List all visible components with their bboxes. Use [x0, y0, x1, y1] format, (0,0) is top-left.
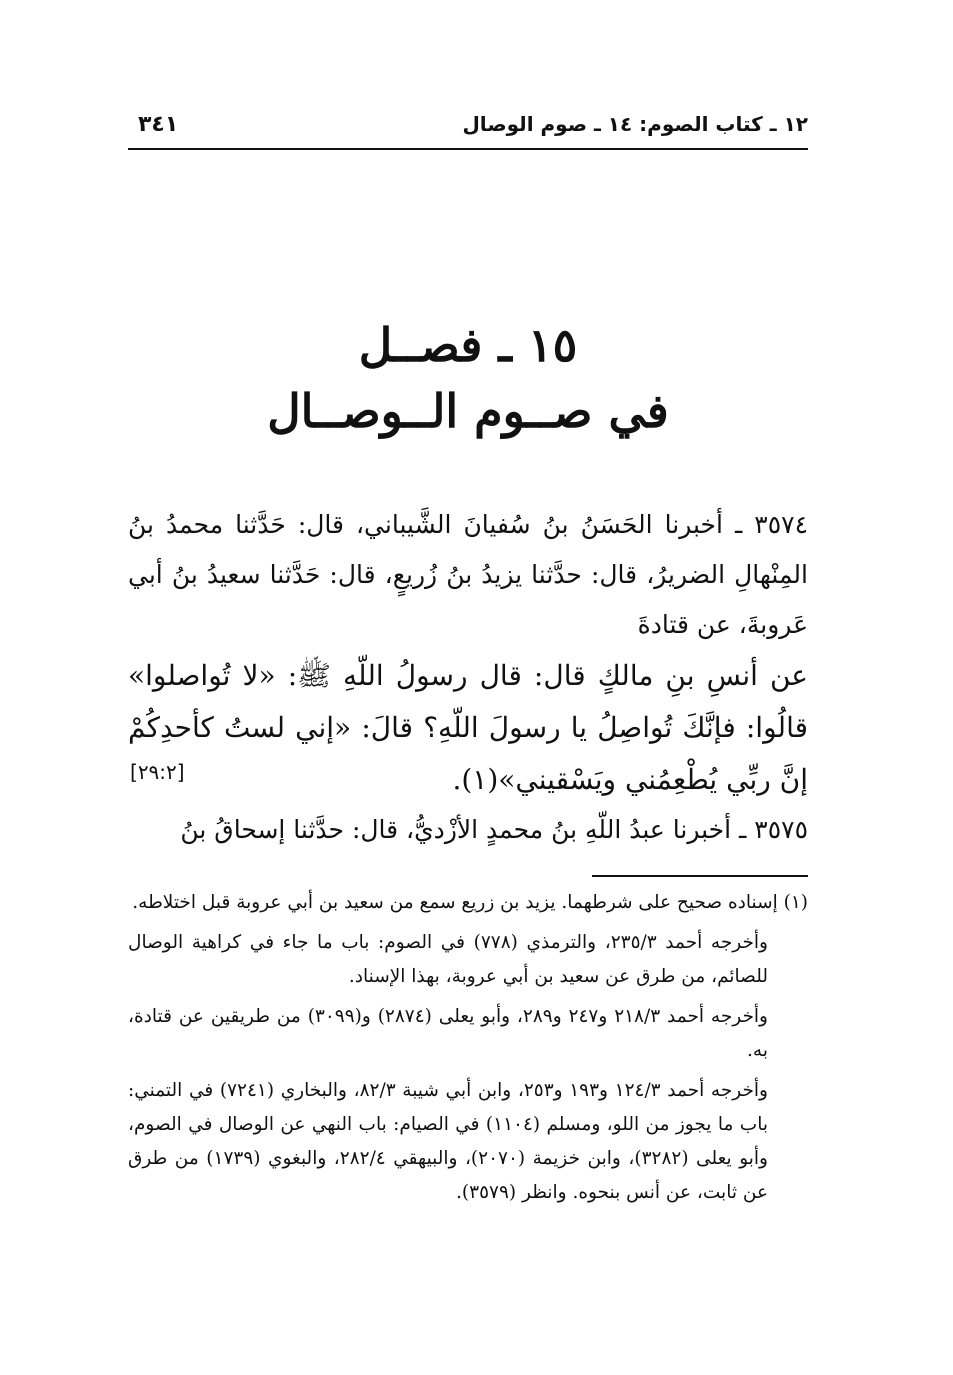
hadith-3574-isnad: ٣٥٧٤ ـ أخبرنا الحَسَنُ بنُ سُفيانَ الشَّيباني، قال: حَدَّثنا محمدُ بنُ المِنْهالِ الضريرُ، قال: حدَّثنا يزيدُ بنُ زُريعٍ، قال: حَدَّثنا سعيدُ بنُ أبي عَروبةَ، عن قتادةَ: [128, 510, 808, 639]
footnote-1-takhrij-a: وأخرجه أحمد ٢٣٥/٣، والترمذي (٧٧٨) في الصوم: باب ما جاء في كراهية الوصال للصائم، من طرق عن سعيد بن أبي عروبة، بهذا الإسناد.: [128, 932, 768, 987]
hadith-3575-isnad: ٣٥٧٥ ـ أخبرنا عبدُ اللّهِ بنُ محمدٍ الأزْديُّ، قال: حدَّثنا إسحاقُ بنُ: [180, 815, 808, 844]
footnote-1-takhrij-c: وأخرجه أحمد ١٢٤/٣ و١٩٣ و٢٥٣، وابن أبي شيبة ٨٢/٣، والبخاري (٧٢٤١) في التمني: باب ما يجوز من اللو، ومسلم (١١٠٤) في الصيام: باب النهي عن الوصال في الصوم، وأبو يعلى (٣٢٨٢)، وابن خزيمة (٢٠٧٠)، والبيهقي ٢٨٢/٤، والبغوي (١٧٣٩) من طرق عن ثابت، عن أنس بنحوه. وانظر (٣٥٧٩).: [128, 1080, 768, 1203]
running-header: [128, 112, 808, 150]
chapter-number-title: ١٥ ـ فصــل: [358, 318, 578, 372]
footnote-1-takhrij-b: وأخرجه أحمد ٢١٨/٣ و٢٤٧ و٢٨٩، وأبو يعلى (٢٨٧٤) و(٣٠٩٩) من طريقين عن قتادة، به.: [128, 1006, 768, 1061]
footnote-1: (١) إسناده صحيح على شرطهما. يزيد بن زريع سمع من سعيد بن أبي عروبة قبل اختلاطه.: [132, 892, 808, 913]
hadith-matn: عن أنسِ بنِ مالكٍ قال: قال رسولُ اللّهِ ﷺ: «لا تُواصلوا» قالُوا: فإنَّكَ تُواصِلُ يا رسولَ اللّهِ؟ قالَ: «إني لستُ كأحدِكُمْ إنَّ ربِّي يُطْعِمُني ويَسْقيني»(١).: [128, 659, 808, 796]
running-title: ١٢ ـ كتاب الصوم: ١٤ ـ صوم الوصال: [462, 112, 808, 136]
footnotes: [128, 886, 808, 1216]
footnote-divider: [592, 875, 808, 877]
chapter-subject-title: في صــوم الــوصــال: [267, 384, 669, 438]
page-number: ٣٤١: [138, 112, 179, 137]
reference-marker: [٢٩:٢]: [130, 760, 185, 784]
